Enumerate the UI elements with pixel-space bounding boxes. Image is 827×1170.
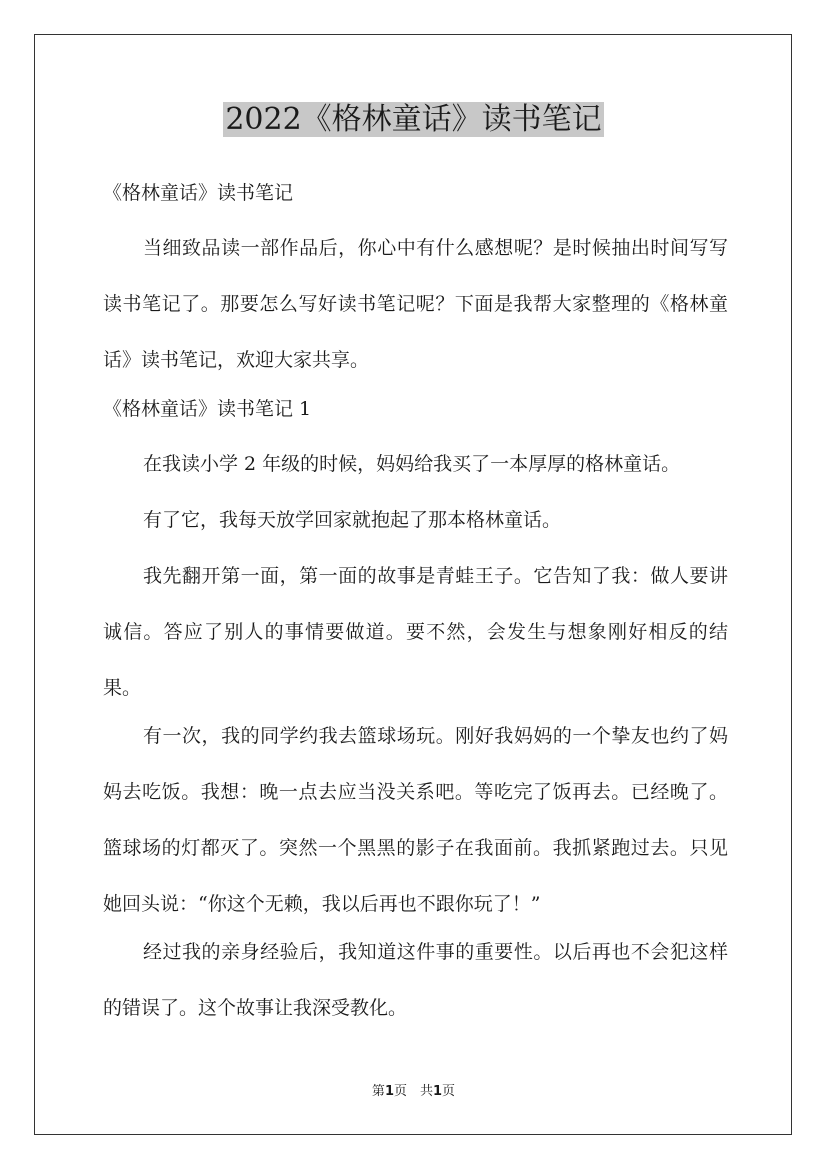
body-paragraph: 有一次，我的同学约我去篮球场玩。刚好我妈妈的一个挚友也约了妈妈去吃饭。我想：晚一点去应当没关系吧。等吃完了饭再去。已经晚了。篮球场的灯都灭了。突然一个黑黑的影子在我面前。我抓紧跑过去。只见她回头说：“你这个无赖，我以后再也不跟你玩了！” bbox=[103, 725, 728, 915]
footer-page-prefix: 第 bbox=[371, 1084, 385, 1099]
intro-paragraph: 当细致品读一部作品后，你心中有什么感想呢？是时候抽出时间写写读书笔记了。那要怎么写好读书笔记呢？下面是我帮大家整理的《格林童话》读书笔记，欢迎大家共享。 bbox=[103, 237, 728, 371]
body-paragraph: 经过我的亲身经验后，我知道这件事的重要性。以后再也不会犯这样的错误了。这个故事让我深受教化。 bbox=[103, 941, 728, 1019]
body-paragraph: 在我读小学 2 年级的时候，妈妈给我买了一本厚厚的格林童话。 bbox=[143, 453, 681, 475]
document-title-text: 2022《格林童话》读书笔记 bbox=[225, 102, 602, 137]
footer-page-total: 1 bbox=[433, 1084, 443, 1099]
footer-page-current: 1 bbox=[384, 1084, 394, 1099]
footer-page-mid: 页 共 bbox=[393, 1084, 433, 1099]
page-footer bbox=[0, 1083, 827, 1101]
body-paragraph: 我先翻开第一面，第一面的故事是青蛙王子。它告知了我：做人要讲诚信。答应了别人的事情要做道。要不然，会发生与想象刚好相反的结果。 bbox=[103, 565, 728, 699]
body-paragraph: 有了它，我每天放学回家就抱起了那本格林童话。 bbox=[143, 509, 562, 531]
section-heading: 《格林童话》读书笔记 1 bbox=[103, 398, 312, 420]
document-subtitle: 《格林童话》读书笔记 bbox=[103, 182, 294, 204]
footer-page-suffix: 页 bbox=[442, 1084, 456, 1099]
document-title bbox=[0, 98, 827, 142]
